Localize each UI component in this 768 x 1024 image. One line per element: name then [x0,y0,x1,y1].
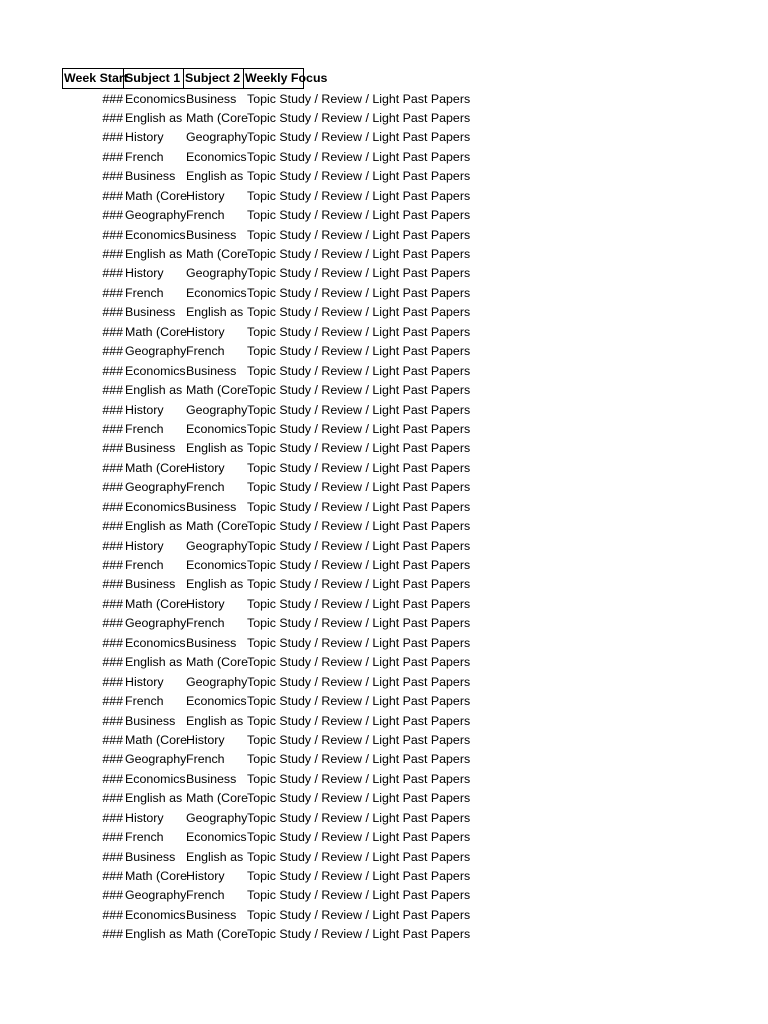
week-start-cell[interactable]: ### [102,363,123,378]
subject-1-cell[interactable]: Business [125,169,176,184]
table-row [62,362,546,381]
week-start-cell[interactable]: ### [102,538,123,553]
table-row [62,712,546,731]
week-start-cell[interactable]: ### [102,927,123,942]
subject-1-cell[interactable]: Geography [125,208,187,223]
weekly-focus-cell[interactable]: Topic Study / Review / Light Past Papers [247,810,471,825]
weekly-focus-cell[interactable]: Topic Study / Review / Light Past Papers [247,558,471,572]
weekly-focus-cell[interactable]: Topic Study / Review / Light Past Papers [247,305,471,320]
table-row [62,595,546,614]
subject-1-cell[interactable]: Geography [125,344,187,359]
table-row [62,323,546,342]
table-row [62,167,546,186]
week-start-cell[interactable]: ### [102,421,123,436]
weekly-focus-cell[interactable]: Topic Study / Review / Light Past Papers [247,208,471,223]
subject-2-cell[interactable]: English as [186,169,244,184]
subject-1-cell[interactable]: English as [125,927,183,942]
week-start-cell[interactable]: ### [102,344,123,359]
weekly-focus-cell[interactable]: Topic Study / Review / Light Past Papers [247,752,471,767]
subject-2-cell[interactable]: English as [186,441,244,456]
subject-1-cell[interactable]: French [125,149,164,164]
weekly-focus-cell[interactable]: Topic Study / Review / Light Past Papers [247,616,471,631]
subject-2-cell[interactable]: English as [186,577,244,592]
subject-2-cell[interactable]: History [186,869,225,883]
table-row [62,614,546,633]
subject-1-cell[interactable]: English as [125,247,183,261]
weekly-focus-cell[interactable]: Topic Study / Review / Light Past Papers [247,91,471,106]
subject-2-cell[interactable]: Economics [186,694,247,709]
week-start-cell[interactable]: ### [102,713,123,728]
week-start-cell[interactable]: ### [102,907,123,922]
table-body [62,90,546,945]
subject-1-cell[interactable]: Math (Core [125,188,187,203]
subject-2-cell[interactable]: Business [186,771,237,786]
subject-1-cell[interactable]: Geography [125,480,187,495]
subject-1-cell[interactable]: French [125,285,164,300]
week-start-cell[interactable]: ### [102,888,123,903]
subject-2-cell[interactable]: Math (Core [186,519,248,534]
table-row [62,925,546,944]
week-start-cell[interactable]: ### [102,188,123,203]
week-start-cell[interactable]: ### [102,694,123,709]
weekly-focus-cell[interactable]: Topic Study / Review / Light Past Papers [247,247,471,261]
weekly-focus-cell[interactable]: Topic Study / Review / Light Past Papers [247,344,471,359]
table-row [62,575,546,594]
week-start-cell[interactable]: ### [102,849,123,864]
weekly-focus-cell[interactable]: Topic Study / Review / Light Past Papers [247,519,471,534]
subject-2-cell[interactable]: Math (Core [186,247,248,261]
subject-2-cell[interactable]: History [186,324,225,339]
table-row [62,128,546,147]
subject-1-cell[interactable]: History [125,810,164,825]
subject-2-cell[interactable]: Business [186,91,237,106]
week-start-cell[interactable]: ### [102,558,123,572]
table-row [62,109,546,128]
weekly-focus-cell[interactable]: Topic Study / Review / Light Past Papers [247,791,471,806]
header-week-start[interactable]: Week Start [62,68,124,89]
subject-2-cell[interactable]: French [186,208,225,223]
table-row [62,148,546,167]
weekly-focus-cell[interactable]: Topic Study / Review / Light Past Papers [247,635,471,650]
subject-2-cell[interactable]: History [186,732,225,747]
subject-1-cell[interactable]: Geography [125,888,187,903]
subject-1-cell[interactable]: Economics [125,635,186,650]
table-row [62,906,546,925]
week-start-cell[interactable]: ### [102,791,123,806]
table-row [62,653,546,672]
subject-1-cell[interactable]: French [125,830,164,845]
table-row [62,206,546,225]
subject-1-cell[interactable]: English as [125,383,183,398]
table-row [62,673,546,692]
weekly-focus-cell[interactable]: Topic Study / Review / Light Past Papers [247,480,471,495]
subject-2-cell[interactable]: French [186,888,225,903]
weekly-focus-cell[interactable]: Topic Study / Review / Light Past Papers [247,830,471,845]
table-row [62,478,546,497]
subject-2-cell[interactable]: Economics [186,421,247,436]
week-start-cell[interactable]: ### [102,208,123,223]
weekly-focus-cell[interactable]: Topic Study / Review / Light Past Papers [247,674,471,689]
table-row [62,401,546,420]
weekly-focus-cell[interactable]: Topic Study / Review / Light Past Papers [247,538,471,553]
subject-1-cell[interactable]: Math (Core [125,869,187,883]
weekly-focus-cell[interactable]: Topic Study / Review / Light Past Papers [247,460,471,475]
subject-2-cell[interactable]: History [186,460,225,475]
subject-2-cell[interactable]: Math (Core [186,791,248,806]
table-row [62,886,546,905]
weekly-focus-cell[interactable]: Topic Study / Review / Light Past Papers [247,888,471,903]
week-start-cell[interactable]: ### [102,519,123,534]
subject-1-cell[interactable]: Business [125,305,176,320]
subject-1-cell[interactable]: English as [125,791,183,806]
week-start-cell[interactable]: ### [102,771,123,786]
subject-2-cell[interactable]: History [186,188,225,203]
subject-1-cell[interactable]: Economics [125,771,186,786]
subject-2-cell[interactable]: Geography [186,130,248,145]
table-row [62,226,546,245]
week-start-cell[interactable]: ### [102,285,123,300]
subject-2-cell[interactable]: Geography [186,538,248,553]
subject-1-cell[interactable]: Geography [125,616,187,631]
subject-1-cell[interactable]: Economics [125,227,186,242]
table-row [62,187,546,206]
table-row [62,537,546,556]
subject-1-cell[interactable]: Economics [125,363,186,378]
subject-2-cell[interactable]: English as [186,305,244,320]
subject-2-cell[interactable]: Economics [186,558,247,572]
subject-1-cell[interactable]: Business [125,441,176,456]
table-row [62,750,546,769]
table-row [62,381,546,400]
subject-2-cell[interactable]: French [186,480,225,495]
week-start-cell[interactable]: ### [102,616,123,631]
table-row [62,284,546,303]
week-start-cell[interactable]: ### [102,635,123,650]
subject-2-cell[interactable]: Geography [186,810,248,825]
study-schedule-table [62,68,546,945]
subject-2-cell[interactable]: Math (Core [186,383,248,398]
subject-2-cell[interactable]: Business [186,227,237,242]
week-start-cell[interactable]: ### [102,91,123,106]
table-row [62,789,546,808]
subject-1-cell[interactable]: Math (Core [125,324,187,339]
subject-2-cell[interactable]: Geography [186,266,248,281]
subject-1-cell[interactable]: Geography [125,752,187,767]
weekly-focus-cell[interactable]: Topic Study / Review / Light Past Papers [247,732,471,747]
week-start-cell[interactable]: ### [102,732,123,747]
weekly-focus-cell[interactable]: Topic Study / Review / Light Past Papers [247,188,471,203]
table-row [62,634,546,653]
subject-1-cell[interactable]: English as [125,655,183,670]
subject-2-cell[interactable]: Geography [186,674,248,689]
subject-1-cell[interactable]: History [125,130,164,145]
subject-1-cell[interactable]: Business [125,849,176,864]
weekly-focus-cell[interactable]: Topic Study / Review / Light Past Papers [247,869,471,883]
weekly-focus-cell[interactable]: Topic Study / Review / Light Past Papers [247,227,471,242]
week-start-cell[interactable]: ### [102,577,123,592]
weekly-focus-cell[interactable]: Topic Study / Review / Light Past Papers [247,363,471,378]
week-start-cell[interactable]: ### [102,305,123,320]
subject-1-cell[interactable]: Economics [125,907,186,922]
week-start-cell[interactable]: ### [102,596,123,611]
week-start-cell[interactable]: ### [102,227,123,242]
subject-1-cell[interactable]: Economics [125,91,186,106]
subject-1-cell[interactable]: Math (Core [125,596,187,611]
week-start-cell[interactable]: ### [102,480,123,495]
subject-2-cell[interactable]: English as [186,713,244,728]
subject-2-cell[interactable]: Economics [186,149,247,164]
subject-2-cell[interactable]: French [186,344,225,359]
weekly-focus-cell[interactable]: Topic Study / Review / Light Past Papers [247,849,471,864]
subject-2-cell[interactable]: French [186,616,225,631]
subject-2-cell[interactable]: English as [186,849,244,864]
table-row [62,420,546,439]
table-row [62,303,546,322]
subject-1-cell[interactable]: History [125,674,164,689]
weekly-focus-cell[interactable]: Topic Study / Review / Light Past Papers [247,149,471,164]
subject-2-cell[interactable]: History [186,596,225,611]
week-start-cell[interactable]: ### [102,752,123,767]
table-row [62,245,546,264]
subject-1-cell[interactable]: French [125,694,164,709]
header-subject-2[interactable]: Subject 2 [183,68,244,89]
week-start-cell[interactable]: ### [102,266,123,281]
week-start-cell[interactable]: ### [102,149,123,164]
week-start-cell[interactable]: ### [102,324,123,339]
subject-1-cell[interactable]: Business [125,577,176,592]
table-row [62,770,546,789]
weekly-focus-cell[interactable]: Topic Study / Review / Light Past Papers [247,421,471,436]
week-start-cell[interactable]: ### [102,655,123,670]
table-row [62,809,546,828]
week-start-cell[interactable]: ### [102,674,123,689]
weekly-focus-cell[interactable]: Topic Study / Review / Light Past Papers [247,402,471,417]
table-row [62,692,546,711]
week-start-cell[interactable]: ### [102,460,123,475]
weekly-focus-cell[interactable]: Topic Study / Review / Light Past Papers [247,383,471,398]
weekly-focus-cell[interactable]: Topic Study / Review / Light Past Papers [247,130,471,145]
table-row [62,342,546,361]
table-row [62,439,546,458]
weekly-focus-cell[interactable]: Topic Study / Review / Light Past Papers [247,266,471,281]
subject-2-cell[interactable]: Business [186,635,237,650]
subject-2-cell[interactable]: Business [186,907,237,922]
subject-2-cell[interactable]: Geography [186,402,248,417]
table-row [62,731,546,750]
weekly-focus-cell[interactable]: Topic Study / Review / Light Past Papers [247,655,471,670]
subject-2-cell[interactable]: French [186,752,225,767]
weekly-focus-cell[interactable]: Topic Study / Review / Light Past Papers [247,907,471,922]
subject-1-cell[interactable]: French [125,421,164,436]
subject-1-cell[interactable]: Math (Core [125,732,187,747]
header-subject-1[interactable]: Subject 1 [123,68,184,89]
weekly-focus-cell[interactable]: Topic Study / Review / Light Past Papers [247,577,471,592]
subject-2-cell[interactable]: Math (Core [186,110,248,125]
table-row [62,556,546,575]
header-row [62,68,546,89]
week-start-cell[interactable]: ### [102,441,123,456]
weekly-focus-cell[interactable]: Topic Study / Review / Light Past Papers [247,441,471,456]
weekly-focus-cell[interactable]: Topic Study / Review / Light Past Papers [247,285,471,300]
weekly-focus-cell[interactable]: Topic Study / Review / Light Past Papers [247,324,471,339]
weekly-focus-cell[interactable]: Topic Study / Review / Light Past Papers [247,110,471,125]
subject-1-cell[interactable]: History [125,402,164,417]
weekly-focus-cell[interactable]: Topic Study / Review / Light Past Papers [247,927,471,942]
subject-2-cell[interactable]: Math (Core [186,655,248,670]
subject-1-cell[interactable]: Economics [125,499,186,514]
table-row [62,867,546,886]
subject-1-cell[interactable]: History [125,538,164,553]
subject-1-cell[interactable]: English as [125,110,183,125]
week-start-cell[interactable]: ### [102,402,123,417]
subject-1-cell[interactable]: History [125,266,164,281]
week-start-cell[interactable]: ### [102,130,123,145]
table-row [62,264,546,283]
subject-1-cell[interactable]: English as [125,519,183,534]
subject-1-cell[interactable]: French [125,558,164,572]
week-start-cell[interactable]: ### [102,383,123,398]
weekly-focus-cell[interactable]: Topic Study / Review / Light Past Papers [247,499,471,514]
week-start-cell[interactable]: ### [102,169,123,184]
table-row [62,498,546,517]
table-row [62,90,546,109]
weekly-focus-cell[interactable]: Topic Study / Review / Light Past Papers [247,596,471,611]
weekly-focus-cell[interactable]: Topic Study / Review / Light Past Papers [247,169,471,184]
subject-2-cell[interactable]: Economics [186,285,247,300]
week-start-cell[interactable]: ### [102,830,123,845]
table-row [62,459,546,478]
table-row [62,848,546,867]
weekly-focus-cell[interactable]: Topic Study / Review / Light Past Papers [247,771,471,786]
week-start-cell[interactable]: ### [102,110,123,125]
weekly-focus-cell[interactable]: Topic Study / Review / Light Past Papers [247,713,471,728]
table-row [62,828,546,847]
subject-2-cell[interactable]: Business [186,499,237,514]
subject-2-cell[interactable]: Business [186,363,237,378]
subject-1-cell[interactable]: Business [125,713,176,728]
subject-2-cell[interactable]: Math (Core [186,927,248,942]
table-row [62,517,546,536]
week-start-cell[interactable]: ### [102,869,123,883]
header-weekly-focus[interactable]: Weekly Focus [243,68,304,89]
week-start-cell[interactable]: ### [102,247,123,261]
weekly-focus-cell[interactable]: Topic Study / Review / Light Past Papers [247,694,471,709]
subject-1-cell[interactable]: Math (Core [125,460,187,475]
subject-2-cell[interactable]: Economics [186,830,247,845]
week-start-cell[interactable]: ### [102,810,123,825]
week-start-cell[interactable]: ### [102,499,123,514]
